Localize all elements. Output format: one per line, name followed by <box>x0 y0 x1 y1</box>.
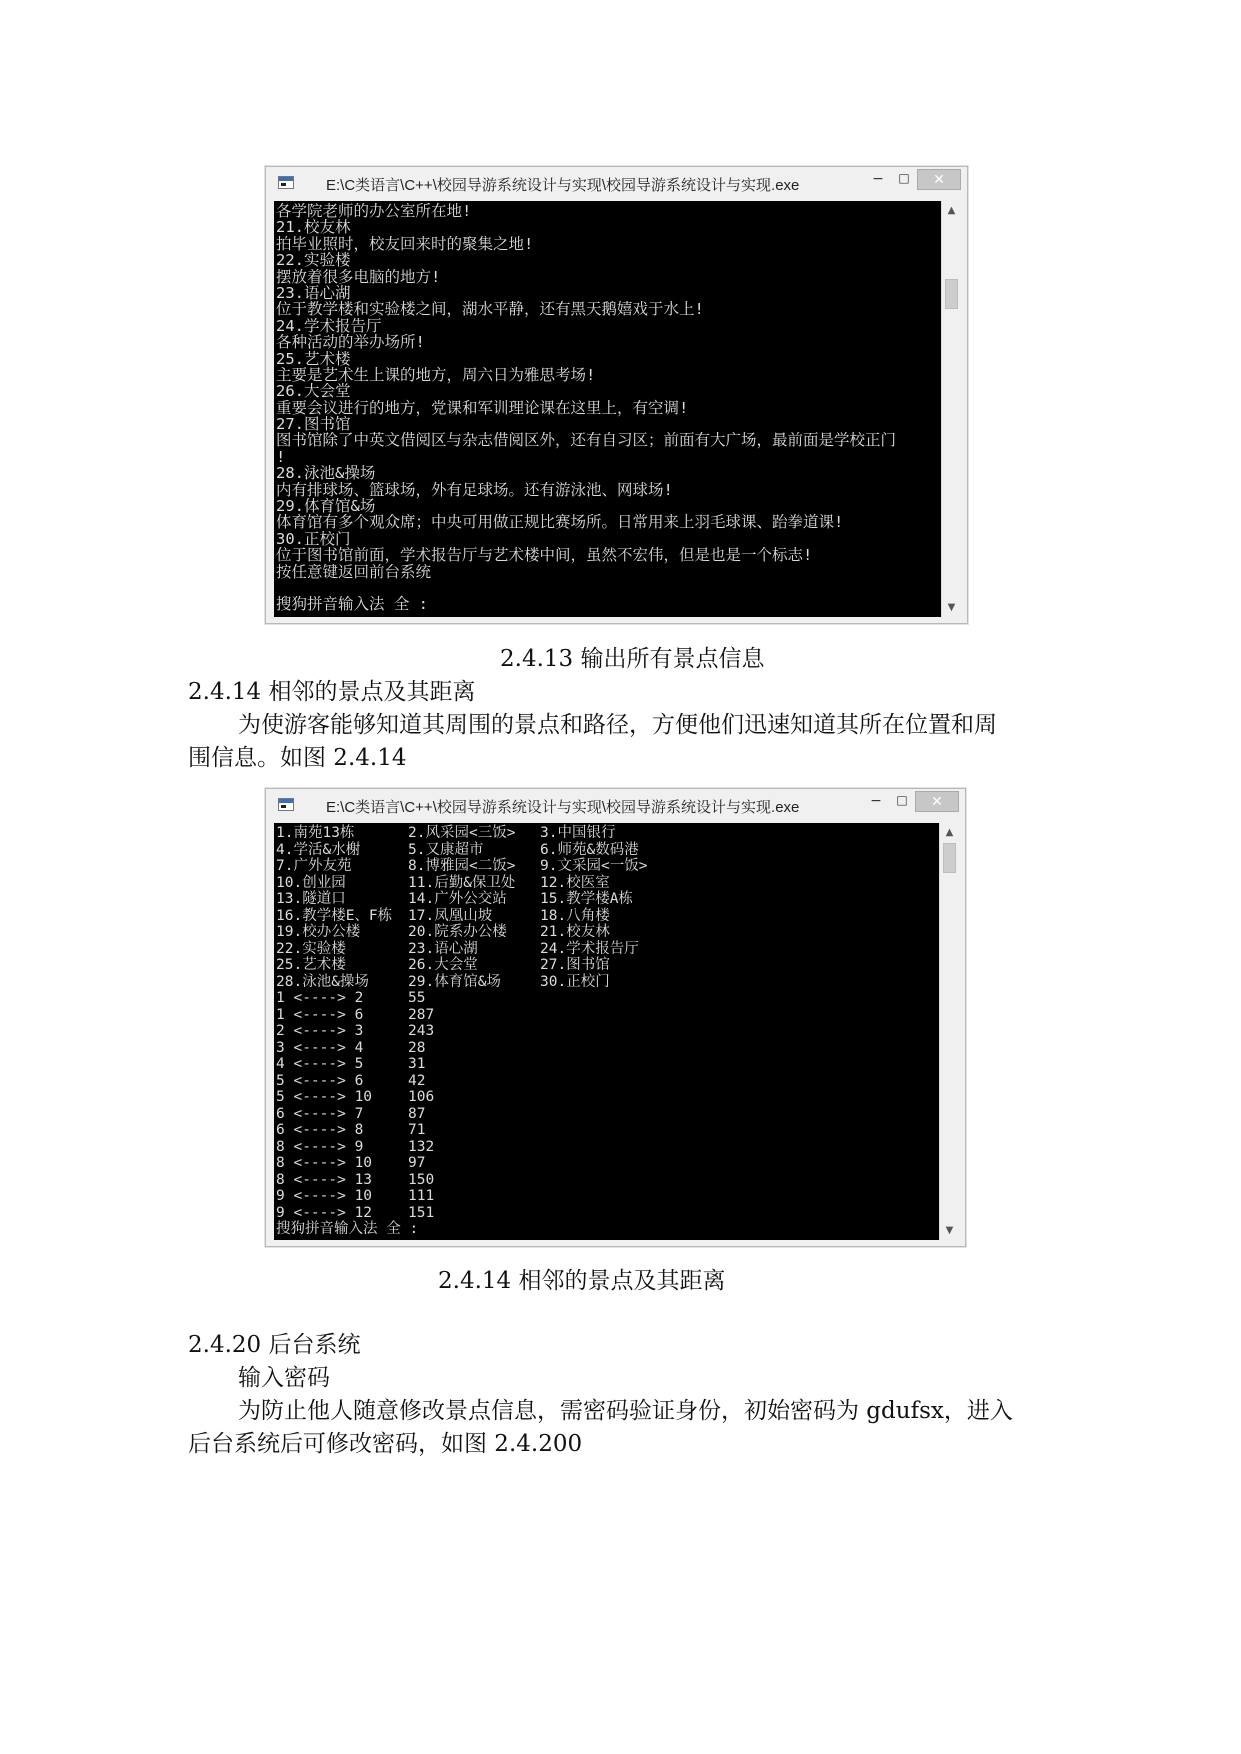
subheading: 输入密码 <box>238 1365 330 1391</box>
spot-pair: 8 <----> 9 <box>276 1138 364 1155</box>
spot-entry: 3.中国银行 <box>540 825 616 841</box>
console-line: 位于图书馆前面，学术报告厅与艺术楼中间，虽然不宏伟，但是也是一个标志! <box>276 546 813 565</box>
console-window-2 <box>265 788 966 1247</box>
spot-entry: 20.院系办公楼 <box>408 924 507 940</box>
spot-entry: 12.校医室 <box>540 874 610 891</box>
spot-entry: 2.风采园<三饭> <box>408 825 516 841</box>
console-line: 按任意键返回前台系统 <box>276 562 432 581</box>
spot-pair: 5 <----> 6 <box>276 1072 364 1089</box>
minimize-button[interactable]: − <box>870 793 882 809</box>
menu-row <box>276 825 939 842</box>
figure-caption-2-4-13: 2.4.13 输出所有景点信息 <box>500 646 765 672</box>
paragraph-line: 后台系统后可修改密码，如图 2.4.200 <box>188 1431 583 1457</box>
distance-value: 150 <box>408 1171 435 1188</box>
console-app-icon <box>278 798 294 811</box>
console-window-1 <box>265 166 968 624</box>
spot-entry: 26.大会堂 <box>408 957 478 973</box>
spot-entry: 19.校办公楼 <box>276 924 361 940</box>
spot-entry: 27.图书馆 <box>540 957 610 973</box>
spot-pair: 3 <----> 4 <box>276 1039 364 1056</box>
distance-row <box>276 1122 939 1139</box>
spot-entry: 4.学活&水榭 <box>276 841 361 858</box>
console-line: 拍毕业照时，校友回来时的聚集之地! <box>276 234 534 253</box>
distance-value: 287 <box>408 1006 435 1023</box>
console-line: 内有排球场、篮球场，外有足球场。还有游泳池、网球场! <box>276 480 673 499</box>
distance-row <box>276 1172 939 1189</box>
figure-caption-2-4-14: 2.4.14 相邻的景点及其距离 <box>438 1268 726 1294</box>
spot-entry: 29.体育馆&场 <box>408 973 501 990</box>
spot-pair: 1 <----> 2 <box>276 990 364 1006</box>
spot-entry: 30.正校门 <box>540 973 610 990</box>
console-line: 28.泳池&操场 <box>276 464 376 483</box>
distance-row <box>276 1205 939 1222</box>
console-app-icon <box>278 176 294 189</box>
spot-entry: 9.文采园<一饭> <box>540 858 648 874</box>
scroll-thumb[interactable] <box>945 279 958 309</box>
scroll-thumb[interactable] <box>943 843 956 873</box>
distance-value: 31 <box>408 1056 426 1072</box>
spot-pair: 4 <----> 5 <box>276 1056 364 1072</box>
paragraph-line: 为使游客能够知道其周围的景点和路径，方便他们迅速知道其所在位置和周 <box>238 712 997 738</box>
distance-row <box>276 1007 939 1024</box>
menu-row <box>276 891 939 908</box>
spot-entry: 24.学术报告厅 <box>540 940 639 957</box>
spot-entry: 13.隧道口 <box>276 891 346 907</box>
distance-value: 111 <box>408 1188 435 1204</box>
menu-row <box>276 924 939 941</box>
spot-pair: 5 <----> 10 <box>276 1089 373 1105</box>
spot-pair: 1 <----> 6 <box>276 1006 364 1023</box>
console-line: 26.大会堂 <box>276 382 351 401</box>
spot-pair: 6 <----> 8 <box>276 1122 364 1138</box>
title-bar[interactable] <box>266 789 965 822</box>
spot-pair: 6 <----> 7 <box>276 1105 364 1122</box>
menu-row <box>276 875 939 892</box>
spot-pair: 9 <----> 10 <box>276 1188 373 1204</box>
console-line: 29.体育馆&场 <box>276 497 376 516</box>
console-line <box>276 580 941 596</box>
spot-entry: 10.创业园 <box>276 874 346 891</box>
scroll-down-icon[interactable]: ▼ <box>947 602 956 613</box>
console-line: 图书馆除了中英文借阅区与杂志借阅区外，还有自习区；前面有大广场，最前面是学校正门 <box>276 431 897 450</box>
distance-row <box>276 990 939 1007</box>
spot-entry: 16.教学楼E、F栋 <box>276 907 393 924</box>
spot-entry: 25.艺术楼 <box>276 957 346 973</box>
distance-row <box>276 1056 939 1073</box>
spot-entry: 23.语心湖 <box>408 940 478 957</box>
spot-pair: 2 <----> 3 <box>276 1023 364 1039</box>
console-line: 各学院老师的办公室所在地! <box>276 202 472 220</box>
distance-row <box>276 1023 939 1040</box>
spot-entry: 22.实验楼 <box>276 940 346 957</box>
distance-value: 28 <box>408 1039 426 1056</box>
distance-value: 97 <box>408 1155 426 1171</box>
close-button[interactable]: ✕ <box>915 791 959 812</box>
spot-entry: 18.八角楼 <box>540 907 610 924</box>
menu-row <box>276 858 939 875</box>
spot-entry: 5.又康超市 <box>408 841 484 858</box>
window-title: E:\C类语言\C++\校园导游系统设计与实现\校园导游系统设计与实现.exe <box>326 799 800 816</box>
scroll-down-icon[interactable]: ▼ <box>945 1225 954 1236</box>
spot-entry: 8.博雅园<二饭> <box>408 858 516 874</box>
spot-entry: 6.师苑&数码港 <box>540 841 639 858</box>
distance-value: 132 <box>408 1138 435 1155</box>
maximize-button[interactable]: □ <box>896 793 908 807</box>
distance-value: 55 <box>408 990 426 1006</box>
distance-value: 87 <box>408 1105 426 1122</box>
window-title: E:\C类语言\C++\校园导游系统设计与实现\校园导游系统设计与实现.exe <box>326 177 800 194</box>
menu-row <box>276 908 939 925</box>
maximize-button[interactable]: □ <box>898 171 910 185</box>
title-bar[interactable] <box>266 167 967 200</box>
spot-entry: 28.泳池&操场 <box>276 973 369 990</box>
console-line: 27.图书馆 <box>276 415 351 434</box>
distance-row <box>276 1073 939 1090</box>
console-line: 各种活动的举办场所! <box>276 333 425 352</box>
console-line: 摆放着很多电脑的地方! <box>276 267 441 286</box>
section-heading-2-4-20: 2.4.20 后台系统 <box>188 1332 361 1358</box>
spot-pair: 8 <----> 13 <box>276 1171 373 1188</box>
vertical-scrollbar[interactable] <box>941 201 961 617</box>
console-line: 重要会议进行的地方，党课和军训理论课在这里上，有空调! <box>276 398 689 417</box>
spot-pair: 8 <----> 10 <box>276 1155 373 1171</box>
distance-value: 42 <box>408 1072 426 1089</box>
close-button[interactable]: ✕ <box>917 169 961 190</box>
spot-entry: 11.后勤&保卫处 <box>408 874 516 891</box>
menu-row <box>276 957 939 974</box>
console-output <box>274 201 941 617</box>
menu-row <box>276 842 939 859</box>
distance-row <box>276 1040 939 1057</box>
spot-entry: 17.凤凰山坡 <box>408 907 493 924</box>
paragraph-line: 为防止他人随意修改景点信息，需密码验证身份，初始密码为 gdufsx，进入 <box>238 1398 1013 1424</box>
console-line: 24.学术报告厅 <box>276 316 382 335</box>
distance-value: 243 <box>408 1023 435 1039</box>
spot-entry: 14.广外公交站 <box>408 891 507 907</box>
paragraph-line: 围信息。如图 2.4.14 <box>188 745 407 771</box>
console-line: 21.校友林 <box>276 218 351 237</box>
section-heading-2-4-14: 2.4.14 相邻的景点及其距离 <box>188 679 476 705</box>
ime-status-line: 搜狗拼音输入法 全 : <box>276 1221 419 1237</box>
console-line: 30.正校门 <box>276 529 351 548</box>
menu-row <box>276 974 939 991</box>
distance-value: 106 <box>408 1089 435 1105</box>
console-line: ! <box>276 447 286 466</box>
distance-row <box>276 1139 939 1156</box>
console-line: 主要是艺术生上课的地方，周六日为雅思考场! <box>276 365 596 384</box>
spot-entry: 21.校友林 <box>540 924 610 940</box>
console-line: 23.语心湖 <box>276 283 351 302</box>
scroll-up-icon[interactable]: ▲ <box>945 827 954 838</box>
console-line: 搜狗拼音输入法 全 : <box>276 595 428 614</box>
distance-row <box>276 1188 939 1205</box>
console-line: 体育馆有多个观众席；中央可用做正规比赛场所。日常用来上羽毛球课、跆拳道课! <box>276 513 844 532</box>
distance-value: 71 <box>408 1122 426 1138</box>
spot-entry: 15.教学楼A栋 <box>540 891 633 907</box>
distance-row <box>276 1089 939 1106</box>
minimize-button[interactable]: − <box>872 171 884 187</box>
spot-entry: 1.南苑13栋 <box>276 825 355 841</box>
distance-value: 151 <box>408 1204 435 1221</box>
distance-row <box>276 1106 939 1123</box>
spot-entry: 7.广外友苑 <box>276 858 352 874</box>
spot-pair: 9 <----> 12 <box>276 1204 373 1221</box>
menu-row <box>276 941 939 958</box>
console-line: 25.艺术楼 <box>276 349 351 368</box>
console-line: 22.实验楼 <box>276 251 351 270</box>
console-line: 位于教学楼和实验楼之间，湖水平静，还有黑天鹅嬉戏于水上! <box>276 300 704 319</box>
scroll-up-icon[interactable]: ▲ <box>947 205 956 216</box>
distance-row <box>276 1155 939 1172</box>
console-output <box>274 823 939 1240</box>
vertical-scrollbar[interactable] <box>939 823 959 1240</box>
